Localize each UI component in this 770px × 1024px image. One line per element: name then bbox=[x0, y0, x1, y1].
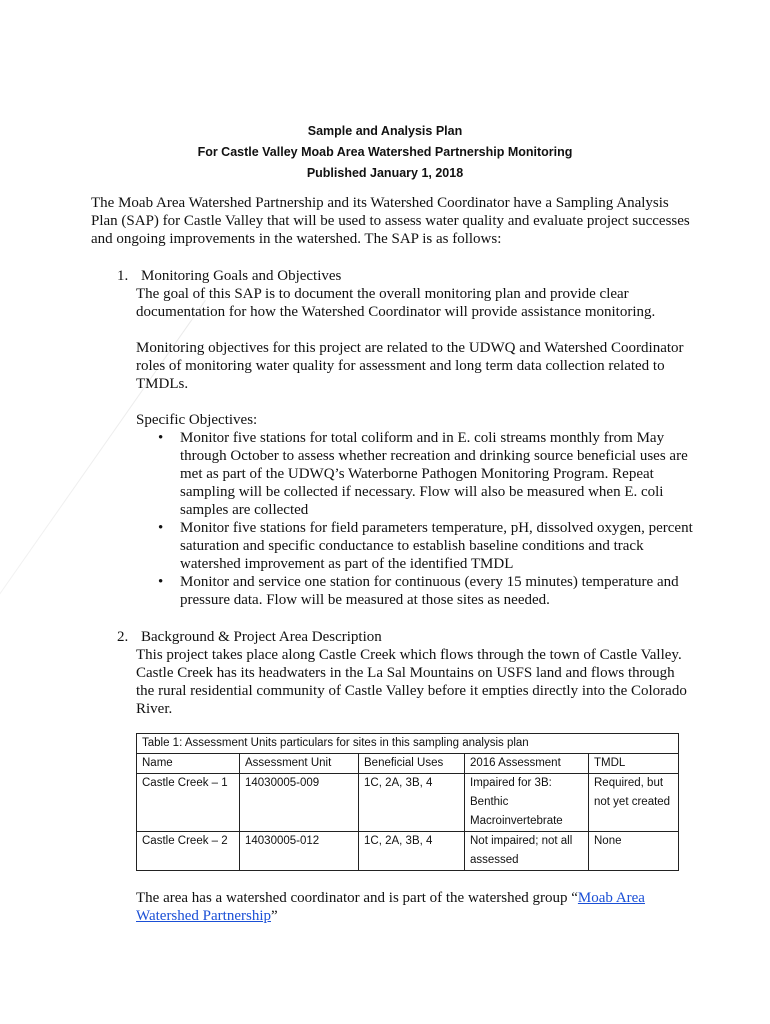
specific-objectives-label: Specific Objectives: bbox=[136, 412, 258, 428]
doc-published-date: Published January 1, 2018 bbox=[306, 166, 464, 180]
bullet-icon: • bbox=[158, 430, 164, 446]
table-header-row bbox=[137, 754, 679, 774]
table-cell: 1C, 2A, 3B, 4 bbox=[359, 832, 465, 871]
section-1-number: 1. bbox=[117, 268, 129, 284]
section-2-title: Background & Project Area Description bbox=[141, 629, 382, 645]
table-row bbox=[137, 832, 679, 871]
closing-paragraph bbox=[136, 889, 696, 925]
table-cell: None bbox=[589, 832, 679, 871]
section-2-number: 2. bbox=[117, 629, 129, 645]
section-1-goal-paragraph: The goal of this SAP is to document the overall monitoring plan and provide clear documentation for how the Watershed Coordinator will provide assistance monitoring. bbox=[136, 286, 656, 320]
list-item-text: Monitor five stations for total coliform and in E. coli streams monthly from May through October to assess whether recreation and drinking source beneficial uses are met as part of the UDWQ’s Waterborne Pathogen Monitoring Program. Repeat sampling will be collected if necessary. Flow will also be measured when E. coli samples are collected bbox=[180, 430, 688, 518]
bullet-icon: • bbox=[158, 574, 164, 590]
bullet-icon: • bbox=[158, 520, 164, 536]
table-cell: 1C, 2A, 3B, 4 bbox=[359, 774, 465, 832]
table-cell: 14030005-012 bbox=[240, 832, 359, 871]
intro-paragraph: The Moab Area Watershed Partnership and its Watershed Coordinator have a Sampling Analysis Plan (SAP) for Castle Valley that will be used to assess water quality and evaluate project successes and ongoing improvements in the watershed. The SAP is as follows: bbox=[91, 195, 690, 247]
list-item-text: Monitor and service one station for continuous (every 15 minutes) temperature and pressure data. Flow will be measured at those sites as needed. bbox=[180, 574, 679, 608]
doc-title: Sample and Analysis Plan bbox=[307, 124, 463, 138]
list-item bbox=[136, 429, 696, 519]
section-2-paragraph: This project takes place along Castle Creek which flows through the town of Castle Valley. Castle Creek has its headwaters in the La Sal Mountains on USFS land and flows through the rural residential community of Castle Valley before it empties directly into the Colorado River. bbox=[136, 647, 687, 717]
table-cell: Not impaired; not all assessed bbox=[465, 832, 589, 871]
closing-text: The area has a watershed coordinator and is part of the watershed group “ bbox=[136, 890, 578, 906]
list-item-text: Monitor five stations for field parameters temperature, pH, dissolved oxygen, percent saturation and specific conductance to establish baseline conditions and track watershed improvement as part of the identified TMDL bbox=[180, 520, 693, 572]
section-1-objectives-paragraph: Monitoring objectives for this project are related to the UDWQ and Watershed Coordinator roles of monitoring water quality for assessment and long term data collection related to TMDLs. bbox=[136, 340, 684, 392]
table-header: TMDL bbox=[589, 754, 679, 774]
objectives-list bbox=[136, 429, 696, 609]
list-item bbox=[136, 573, 696, 609]
table-header: Beneficial Uses bbox=[359, 754, 465, 774]
table-row bbox=[137, 774, 679, 832]
table-header: Assessment Unit bbox=[240, 754, 359, 774]
table-header: Name bbox=[137, 754, 240, 774]
section-1-title: Monitoring Goals and Objectives bbox=[141, 268, 342, 284]
closing-quote: ” bbox=[271, 908, 278, 924]
table-cell: 14030005-009 bbox=[240, 774, 359, 832]
watershed-partnership-link[interactable]: Moab Area Watershed Partnership bbox=[136, 890, 645, 924]
table-cell: Impaired for 3B: Benthic Macroinvertebrate bbox=[465, 774, 589, 832]
assessment-units-table bbox=[136, 733, 679, 871]
table-cell: Castle Creek – 2 bbox=[137, 832, 240, 871]
list-item bbox=[136, 519, 696, 573]
table-caption: Table 1: Assessment Units particulars for sites in this sampling analysis plan bbox=[137, 734, 679, 754]
table-cell: Required, but not yet created bbox=[589, 774, 679, 832]
table-cell: Castle Creek – 1 bbox=[137, 774, 240, 832]
table-header: 2016 Assessment bbox=[465, 754, 589, 774]
section-2-heading bbox=[117, 628, 382, 646]
doc-subtitle: For Castle Valley Moab Area Watershed Partnership Monitoring bbox=[197, 145, 573, 159]
section-1-heading bbox=[117, 267, 341, 285]
